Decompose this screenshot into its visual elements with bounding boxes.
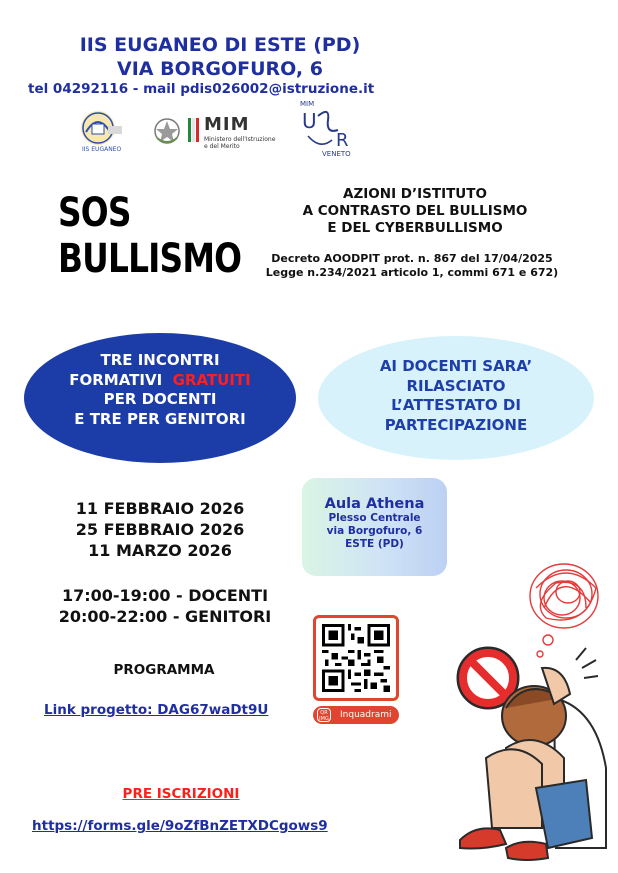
event-title bbox=[58, 190, 241, 282]
time-teachers: 17:00-19:00 - DOCENTI bbox=[61, 586, 269, 605]
usr-top-label: MIM bbox=[300, 100, 315, 108]
usr-emblem-icon bbox=[300, 106, 356, 152]
registration-link[interactable]: https://forms.gle/9oZfBnZETXDCgows9 bbox=[32, 818, 328, 834]
school-logo-text: IIS EUGANEO bbox=[82, 146, 122, 153]
venue-line3: ESTE (PD) bbox=[345, 538, 404, 550]
svg-text:U: U bbox=[302, 109, 317, 133]
flag-red-bar bbox=[196, 118, 199, 142]
event-dates bbox=[40, 498, 280, 561]
program-label: PROGRAMMA bbox=[113, 662, 215, 678]
event-title-line2: BULLISMO bbox=[58, 236, 242, 282]
meetings-line1: TRE INCONTRI bbox=[100, 351, 220, 369]
certificate-line4: PARTECIPAZIONE bbox=[384, 415, 528, 434]
date-2: 25 FEBBRAIO 2026 bbox=[75, 520, 245, 539]
meetings-line3: PER DOCENTI bbox=[103, 390, 217, 408]
qr-code-icon bbox=[322, 624, 390, 692]
venue-box bbox=[302, 478, 447, 576]
school-contacts: tel 04292116 - mail pdis026002@istruzione.it bbox=[28, 81, 375, 97]
italian-emblem-icon bbox=[152, 116, 182, 146]
school-name: IIS EUGANEO DI ESTE (PD) bbox=[79, 34, 361, 56]
event-times bbox=[30, 585, 300, 627]
actions-line3: E DEL CYBERBULLISMO bbox=[327, 220, 503, 236]
school-logo-icon bbox=[72, 106, 130, 158]
mim-label: MIM bbox=[204, 114, 250, 135]
decree-reference bbox=[262, 252, 562, 280]
certificate-line2: RILASCIATO bbox=[406, 376, 506, 395]
date-1: 11 FEBBRAIO 2026 bbox=[75, 499, 245, 518]
date-3: 11 MARZO 2026 bbox=[88, 541, 232, 560]
certificate-line3: L’ATTESTATO DI bbox=[391, 396, 521, 414]
flag-white-bar bbox=[192, 118, 195, 142]
qr-scan-badge[interactable] bbox=[313, 706, 399, 724]
svg-text:R: R bbox=[336, 130, 349, 151]
usr-veneto-logo bbox=[298, 100, 358, 160]
qr-badge-icon: QR IMG bbox=[317, 708, 331, 722]
meetings-text bbox=[24, 351, 296, 429]
actions-line2: A CONTRASTO DEL BULLISMO bbox=[302, 203, 528, 219]
free-badge-text: GRATUITI bbox=[172, 370, 251, 389]
decree-line2: Legge n.234/2021 articolo 1, commi 671 e 672) bbox=[265, 266, 559, 279]
mim-subtext-1: Ministero dell'Istruzione bbox=[204, 136, 276, 143]
actions-heading bbox=[270, 186, 560, 237]
meetings-line4: E TRE PER GENITORI bbox=[74, 409, 246, 428]
qr-code[interactable] bbox=[313, 615, 399, 701]
school-address: VIA BORGOFURO, 6 bbox=[117, 58, 323, 80]
venue-line1: Plesso Centrale bbox=[328, 512, 421, 524]
mim-subtext-2: e del Merito bbox=[204, 143, 240, 150]
certificate-text bbox=[318, 357, 594, 435]
mim-logo bbox=[152, 114, 282, 156]
decree-line1: Decreto AOODPIT prot. n. 867 del 17/04/2025 bbox=[271, 252, 553, 265]
venue-title: Aula Athena bbox=[324, 496, 425, 512]
event-title-line1: SOS bbox=[58, 190, 131, 236]
distressed-student-illustration bbox=[436, 548, 614, 870]
flag-green-bar bbox=[188, 118, 191, 142]
registration-label: PRE ISCRIZIONI bbox=[122, 786, 240, 802]
qr-badge-label: Inquadrami bbox=[340, 710, 392, 720]
meetings-line2-a: FORMATIVI bbox=[69, 370, 163, 389]
scribble-thought-icon bbox=[530, 564, 598, 628]
venue-line2: via Borgofuro, 6 bbox=[326, 525, 423, 537]
certificate-line1: AI DOCENTI SARA’ bbox=[379, 357, 533, 375]
actions-line1: AZIONI D’ISTITUTO bbox=[343, 186, 487, 202]
meetings-line2 bbox=[24, 371, 296, 391]
usr-bottom-label: VENETO bbox=[322, 150, 351, 158]
time-parents: 20:00-22:00 - GENITORI bbox=[58, 607, 272, 626]
project-link[interactable]: Link progetto: DAG67waDt9U bbox=[44, 702, 269, 718]
